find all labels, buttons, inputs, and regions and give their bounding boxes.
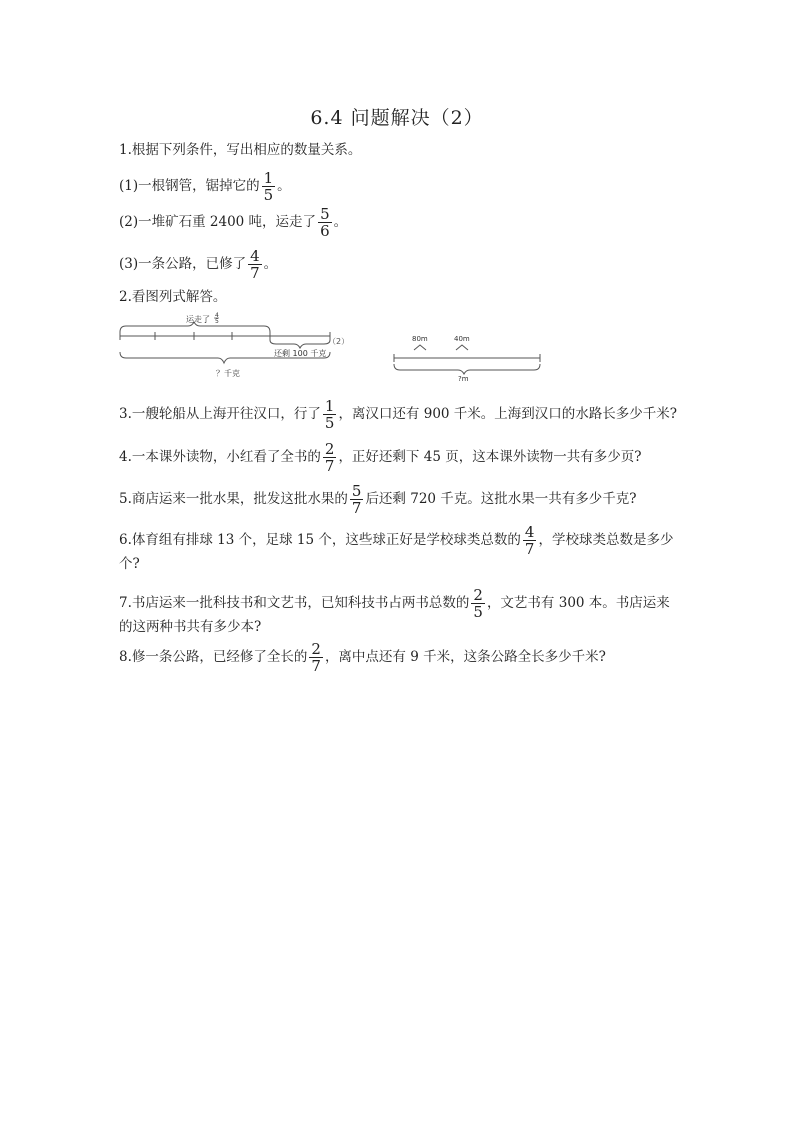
question-1-prompt: 1.根据下列条件，写出相应的数量关系。 xyxy=(119,142,362,158)
diagram-1-remain-label: 还剩 100 千克 xyxy=(274,349,327,358)
question-6-cont: 个? xyxy=(119,556,140,572)
remain-brace xyxy=(270,340,330,348)
fraction: $\frac{1}{5}$ xyxy=(324,397,335,432)
line-segment-diagrams xyxy=(118,310,548,386)
seg2-mark xyxy=(456,345,468,350)
diagram-1-top-label: 运走了 xyxy=(186,315,210,324)
question-6: 6.体育组有排球 13 个，足球 15 个，这些球正好是学校球类总数的 $\frac{4}{7}$ ，学校球类总数是多少 xyxy=(119,523,674,558)
fraction: $\frac{4}{7}$ xyxy=(250,247,260,282)
fraction: $\frac{4}{7}$ xyxy=(524,523,535,558)
diagram-2-seg1-label: 80m xyxy=(412,335,428,343)
diagram-2-bottom-label: ?m xyxy=(458,375,469,382)
question-7-cont: 的这两种书共有多少本? xyxy=(119,619,262,635)
diagram-2-index: （2） xyxy=(328,337,350,346)
svg-text:5: 5 xyxy=(215,318,219,325)
fraction: $\frac{5}{6}$ xyxy=(320,205,330,240)
question-5: 5.商店运来一批水果，批发这批水果的 $\frac{5}{7}$ 后还剩 720 千克。这批水果一共有多少千克? xyxy=(119,482,637,517)
question-4: 4.一本课外读物，小红看了全书的 $\frac{2}{7}$ ，正好还剩下 45 页，这本课外读物一共有多少页? xyxy=(119,440,642,475)
question-1-item-2: (2)一堆矿石重 2400 吨，运走了 $\frac{5}{6}$ 。 xyxy=(119,205,348,240)
diagram-2-seg2-label: 40m xyxy=(454,335,470,343)
question-1-item-1: (1)一根钢管，锯掉它的 $\frac{1}{5}$ 。 xyxy=(119,169,291,204)
question-1-item-3: (3)一条公路，已修了 $\frac{4}{7}$ 。 xyxy=(119,247,278,282)
question-7: 7.书店运来一批科技书和文艺书，已知科技书占两书总数的 $\frac{2}{5}$ ，文艺书有 300 本。书店运来 xyxy=(119,586,670,621)
page-title: 6.4 问题解决（2） xyxy=(310,107,484,129)
question-2-prompt: 2.看图列式解答。 xyxy=(119,289,227,305)
question-8: 8.修一条公路，已经修了全长的 $\frac{2}{7}$ ，离中点还有 9 千米，这条公路全长多少千米? xyxy=(119,640,606,675)
diagram-2 xyxy=(394,345,540,374)
fraction: $\frac{2}{5}$ xyxy=(473,586,483,621)
fraction: $\frac{2}{7}$ xyxy=(324,440,335,475)
svg-text:4: 4 xyxy=(215,312,219,319)
fraction: $\frac{1}{5}$ xyxy=(263,169,274,204)
seg1-mark xyxy=(414,345,426,350)
question-3: 3.一艘轮船从上海开往汉口，行了 $\frac{1}{5}$ ，离汉口还有 900 千米。上海到汉口的水路长多少千米? xyxy=(119,397,678,432)
bottom-brace-2 xyxy=(394,364,540,374)
diagram-1-bottom-label: ？千克 xyxy=(216,369,240,378)
fraction: $\frac{5}{7}$ xyxy=(351,482,362,517)
fraction: $\frac{2}{7}$ xyxy=(311,640,321,675)
